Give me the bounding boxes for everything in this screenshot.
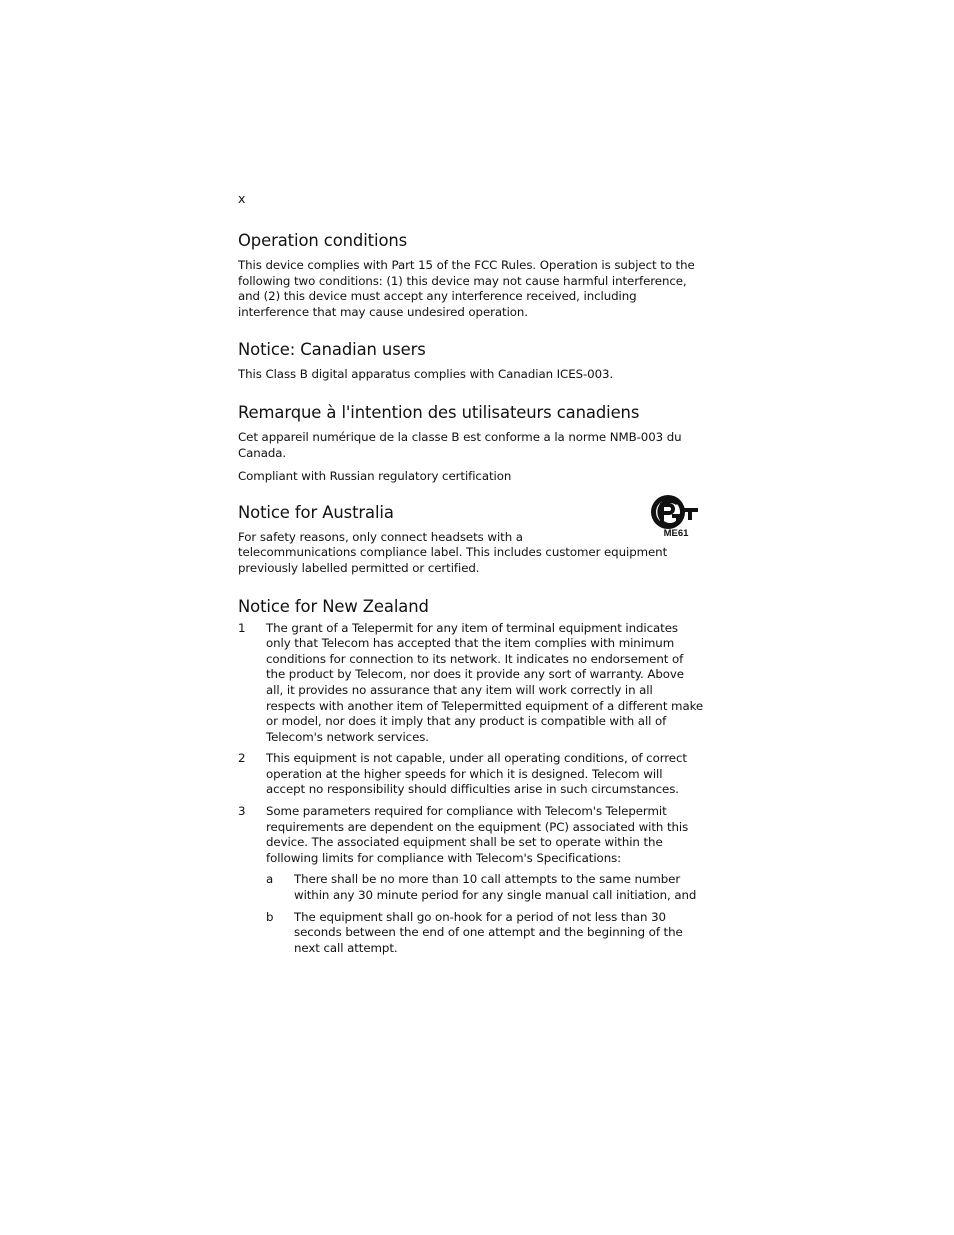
section-remarque	[238, 403, 704, 485]
paragraph-russian-certification: Compliant with Russian regulatory certification	[238, 469, 512, 484]
heading-australia: Notice for Australia	[238, 502, 394, 522]
sub-list-item	[266, 910, 704, 957]
heading-new-zealand: Notice for New Zealand	[238, 596, 429, 616]
section-operation-conditions	[238, 231, 704, 320]
list-item-text: Some parameters required for compliance with Telecom's Telepermit requirements are dependent on the equipment (PC) associated with this device. The associated equipment shall be set to operate within the following limits for compliance with Telecom's Specifications:	[266, 804, 689, 865]
section-new-zealand	[238, 597, 704, 963]
section-australia	[238, 503, 704, 577]
heading-canadian-users: Notice: Canadian users	[238, 340, 426, 360]
heading-remarque: Remarque à l'intention des utilisateurs canadiens	[238, 402, 640, 422]
sub-list-item-text: There shall be no more than 10 call attempts to the same number within any 30 minute period for any single manual call initiation, and	[294, 872, 697, 903]
paragraph-canadian-users: This Class B digital apparatus complies with Canadian ICES-003.	[238, 367, 614, 382]
list-item-number: 2	[238, 751, 246, 766]
heading-operation-conditions: Operation conditions	[238, 231, 408, 250]
sub-list-item-letter: b	[266, 909, 274, 924]
sub-list-item	[266, 872, 704, 903]
list-item-text: The grant of a Telepermit for any item of terminal equipment indicates only that Telecom has accepted that the item complies with minimum conditions for connection to its network. It indicates no endorsement of the product by Telecom, nor does it provide any sort of warranty. Above all, it provides no assurance that any item will work correctly in all respects with another item of Telepermitted equipment of a different make or model, nor does it imply that any product is compatible with all of Telecom's network services.	[266, 620, 704, 744]
list-item	[238, 804, 704, 962]
sub-list	[266, 872, 704, 956]
paragraph-australia-line1: For safety reasons, only connect headsets with a	[238, 529, 523, 544]
paragraph-operation-conditions: This device complies with Part 15 of the FCC Rules. Operation is subject to the following two conditions: (1) this device may not cause harmful interference, and (2) this device must accept any interference received, including interference that may cause undesired operation.	[238, 258, 695, 319]
sub-list-item-letter: a	[266, 872, 274, 887]
paragraph-australia: telecommunications compliance label. This includes customer equipment previously labelled permitted or certified.	[238, 545, 668, 575]
list-item-text: This equipment is not capable, under all operating conditions, of correct operation at the higher speeds for which it is designed. Telecom will accept no responsibility should difficulties arise in such circumstances.	[266, 751, 687, 797]
paragraph-remarque: Cet appareil numérique de la classe B est conforme a la norme NMB-003 du Canada.	[238, 429, 682, 460]
document-page	[238, 191, 704, 968]
page-number: x	[238, 191, 246, 206]
section-canadian-users	[238, 340, 704, 383]
sub-list-item-text: The equipment shall go on-hook for a period of not less than 30 seconds between the end of one attempt and the beginning of the next call attempt.	[294, 909, 683, 955]
numbered-list	[238, 621, 704, 963]
list-item-number: 3	[238, 804, 246, 819]
list-item	[238, 751, 704, 798]
logo-label: ME61	[663, 528, 689, 539]
list-item-number: 1	[238, 620, 246, 635]
list-item-body	[266, 804, 704, 962]
list-item	[238, 621, 704, 746]
